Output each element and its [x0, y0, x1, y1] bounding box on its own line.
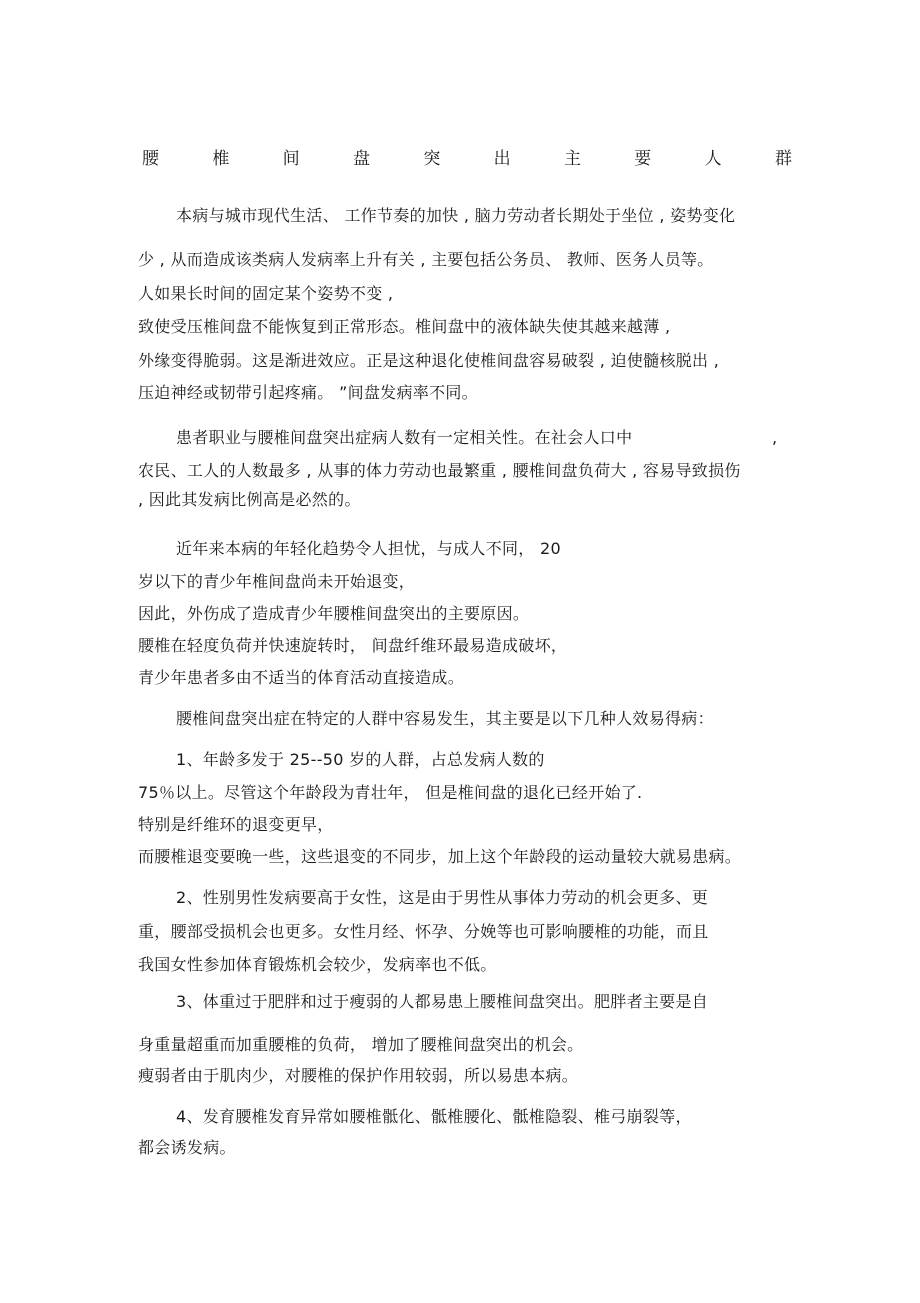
text-line: 外缘变得脆弱。这是渐进效应。正是这种退化使椎间盘容易破裂 , 迫使髓核脱出 ,	[138, 351, 720, 370]
title-char: 间	[282, 149, 300, 169]
text-line: 岁以下的青少年椎间盘尚未开始退变，	[138, 572, 416, 591]
title-char: 要	[634, 149, 652, 169]
text-line: 少 , 从而造成该类病人发病率上升有关 , 主要包括公务员、 教师、医务人员等。	[138, 250, 714, 269]
text-line: ,	[772, 428, 778, 447]
title-char: 人	[704, 149, 722, 169]
text-line: 4、发育腰椎发育异常如腰椎骶化、骶椎腰化、骶椎隐裂、椎弓崩裂等，	[176, 1107, 692, 1126]
title-char: 出	[493, 149, 511, 169]
text-line: 特别是纤维环的退变更早，	[138, 815, 334, 834]
title-char: 腰	[142, 149, 159, 169]
text-line: 青少年患者多由不适当的体育活动直接造成。	[138, 668, 465, 687]
text-line: 重，腰部受损机会也更多。女性月经、怀孕、分娩等也可影响腰椎的功能，而且	[138, 922, 709, 941]
text-line: 压迫神经或韧带引起疼痛。 ”间盘发病率不同。	[138, 383, 478, 402]
text-line: 本病与城市现代生活、 工作节奏的加快 , 脑力劳动者长期处于坐位 , 姿势变化	[176, 206, 736, 225]
text-line: 近年来本病的年轻化趋势令人担忧，与成人不同， 20	[176, 539, 561, 558]
title-char: 主	[563, 149, 581, 169]
title-char: 椎	[212, 149, 230, 169]
text-line: 瘦弱者由于肌肉少，对腰椎的保护作用较弱，所以易患本病。	[138, 1066, 579, 1085]
text-line: 2、性别男性发病要高于女性，这是由于男性从事体力劳动的机会更多、更	[176, 888, 709, 907]
title-char: 群	[774, 149, 792, 169]
text-line: 因此，外伤成了造成青少年腰椎间盘突出的主要原因。	[138, 604, 530, 623]
text-line: 患者职业与腰椎间盘突出症病人数有一定相关性。在社会人口中	[176, 428, 633, 447]
text-line: 我国女性参加体育锻炼机会较少，发病率也不低。	[138, 955, 497, 974]
text-line: 3、体重过于肥胖和过于瘦弱的人都易患上腰椎间盘突出。肥胖者主要是自	[176, 992, 709, 1011]
text-line: 腰椎在轻度负荷并快速旋转时， 间盘纤维环最易造成破坏，	[138, 636, 568, 655]
document-title	[142, 144, 792, 174]
title-char: 突	[423, 149, 441, 169]
text-line: 而腰椎退变要晚一些，这些退变的不同步，加上这个年龄段的运动量较大就易患病。	[138, 847, 742, 866]
text-line: 75％以上。尽管这个年龄段为青壮年， 但是椎间盘的退化已经开始了.	[138, 783, 643, 802]
title-char: 盘	[352, 149, 370, 169]
text-line: 1、年龄多发于 25--50 岁的人群，占总发病人数的	[176, 750, 545, 769]
text-line: 都会诱发病。	[138, 1138, 236, 1157]
text-line: 人如果长时间的固定某个姿势不变 ,	[138, 284, 394, 303]
text-line: 腰椎间盘突出症在特定的人群中容易发生，其主要是以下几种人效易得病：	[176, 709, 714, 728]
text-line: 农民、工人的人数最多 , 从事的体力劳动也最繁重 , 腰椎间盘负荷大 , 容易导致损伤	[138, 461, 741, 480]
text-line: , 因此其发病比例高是必然的。	[138, 490, 361, 509]
text-line: 身重量超重而加重腰椎的负荷， 增加了腰椎间盘突出的机会。	[138, 1035, 584, 1054]
text-line: 致使受压椎间盘不能恢复到正常形态。椎间盘中的液体缺失使其越来越薄 ,	[138, 317, 671, 336]
